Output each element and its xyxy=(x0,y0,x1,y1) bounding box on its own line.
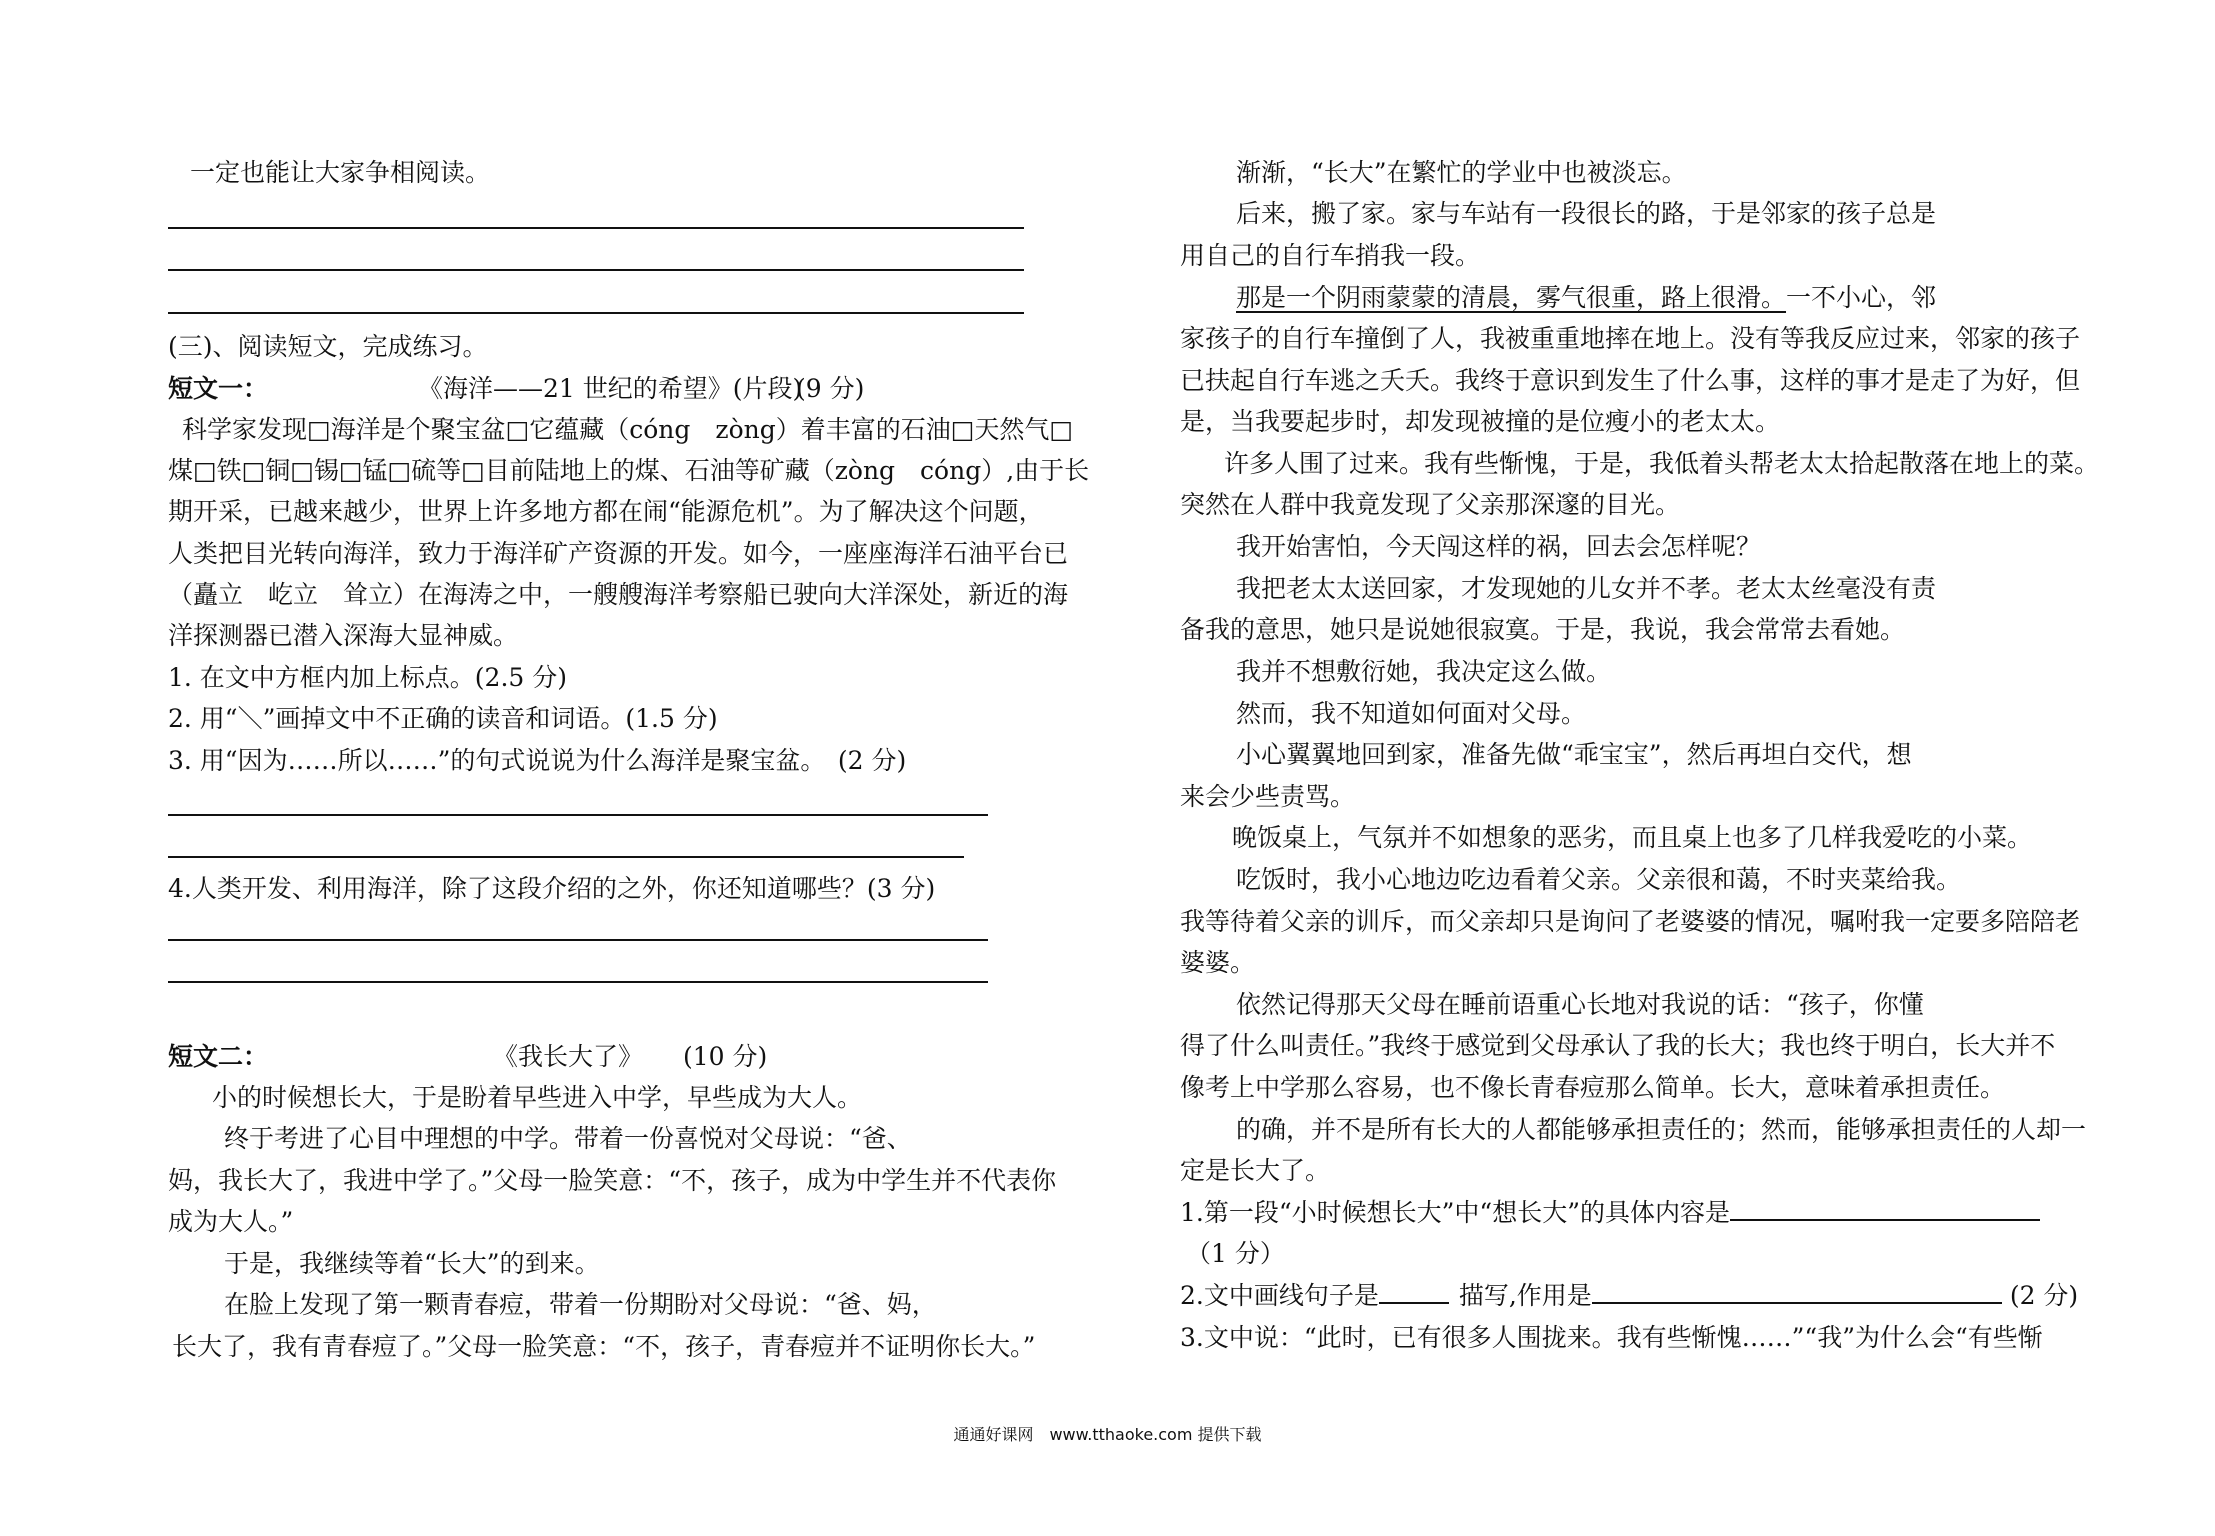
passage2-line: 晚饭桌上，气氛并不如想象的恶劣，而且桌上也多了几样我爱吃的小菜。 xyxy=(1232,823,2033,852)
passage2-line: 渐渐，“长大”在繁忙的学业中也被淡忘。 xyxy=(1236,158,1687,187)
passage2-line: 已扶起自行车逃之夭夭。我终于意识到发生了什么事，这样的事才是走了为好，但 xyxy=(1180,366,2081,395)
answer-line xyxy=(168,856,964,858)
passage1-label: 短文一： xyxy=(168,374,269,403)
passage2-line: 于是，我继续等着“长大”的到来。 xyxy=(224,1249,600,1278)
passage2-line: 用自己的自行车捎我一段。 xyxy=(1180,241,1481,270)
passage2-line: 来会少些责骂。 xyxy=(1180,782,1356,811)
question-score: （1 分） xyxy=(1186,1239,1285,1268)
passage2-line: 备我的意思，她只是说她很寂寞。于是，我说，我会常常去看她。 xyxy=(1180,615,1906,644)
passage1-line: 洋探测器已潜入深海大显神威。 xyxy=(168,621,519,650)
passage2-line: 我开始害怕，今天闯这样的祸，回去会怎样呢？ xyxy=(1236,532,1762,561)
passage2-line: 婆婆。 xyxy=(1180,948,1256,977)
passage2-line: 我并不想敷衍她，我决定这么做。 xyxy=(1236,657,1612,686)
passage2-line: 许多人围了过来。我有些惭愧，于是，我低着头帮老太太拾起散落在地上的菜。 xyxy=(1224,449,2100,478)
intro-end-line: 一定也能让大家争相阅读。 xyxy=(190,158,491,187)
passage2-line: 成为大人。” xyxy=(168,1207,294,1236)
answer-line xyxy=(168,227,1024,229)
passage2-header xyxy=(168,1040,768,1074)
passage2-line: 小心翼翼地回到家，准备先做“乖宝宝”，然后再坦白交代，想 xyxy=(1236,740,1912,769)
question xyxy=(1180,1196,2040,1230)
passage2-line: 定是长大了。 xyxy=(1180,1156,1331,1185)
question-score: (2 分) xyxy=(2009,1281,2079,1310)
passage2-line: 我等待着父亲的训斥，而父亲却只是询问了老婆婆的情况，嘱咐我一定要多陪陪老 xyxy=(1180,907,2081,936)
passage2-line: 后来，搬了家。家与车站有一段很长的路，于是邻家的孩子总是 xyxy=(1236,199,1937,228)
question-text: 描写,作用是 xyxy=(1458,1281,1592,1310)
passage1-line: 期开采，已越来越少，世界上许多地方都在闹“能源危机”。为了解决这个问题， xyxy=(168,497,1044,526)
passage2-line: 妈，我长大了，我进中学了。”父母一脸笑意：“不，孩子，成为中学生并不代表你 xyxy=(168,1166,1057,1195)
passage2-line: 吃饭时，我小心地边吃边看着父亲。父亲很和蔼，不时夹菜给我。 xyxy=(1236,865,1962,894)
question-text: 2.文中画线句子是 xyxy=(1180,1281,1379,1310)
section-heading: (三)、阅读短文，完成练习。 xyxy=(168,332,488,361)
passage2-score: (10 分) xyxy=(683,1042,768,1071)
passage2-line: 依然记得那天父母在睡前语重心长地对我说的话：“孩子，你懂 xyxy=(1236,990,1924,1019)
passage2-title: 《我长大了》 xyxy=(493,1042,644,1071)
answer-blank xyxy=(1592,1280,2002,1304)
passage2-line: 的确，并不是所有长大的人都能够承担责任的；然而，能够承担责任的人却一 xyxy=(1236,1115,2087,1144)
question: 1. 在文中方框内加上标点。(2.5 分) xyxy=(168,663,568,692)
answer-blank xyxy=(1730,1197,2040,1221)
passage2-line: 终于考进了心目中理想的中学。带着一份喜悦对父母说：“爸、 xyxy=(224,1124,912,1153)
passage1-title: 《海洋——21 世纪的希望》(片段) xyxy=(418,374,803,403)
passage1-line: 人类把目光转向海洋，致力于海洋矿产资源的开发。如今，一座座海洋石油平台已 xyxy=(168,539,1069,568)
answer-blank xyxy=(1379,1280,1449,1304)
passage2-line: 长大了，我有青春痘了。”父母一脸笑意：“不，孩子，青春痘并不证明你长大。” xyxy=(172,1332,1036,1361)
underlined-sentence: 那是一个阴雨蒙蒙的清晨，雾气很重，路上很滑。 xyxy=(1236,283,1787,312)
answer-line xyxy=(168,981,988,983)
question: 4.人类开发、利用海洋，除了这段介绍的之外，你还知道哪些？(3 分) xyxy=(168,874,936,903)
passage2-line: 我把老太太送回家，才发现她的儿女并不孝。老太太丝毫没有责 xyxy=(1236,574,1937,603)
answer-line xyxy=(168,269,1024,271)
answer-line xyxy=(168,939,988,941)
passage2-line: 得了什么叫责任。”我终于感觉到父母承认了我的长大；我也终于明白，长大并不 xyxy=(1180,1031,2056,1060)
question: 2. 用“＼”画掉文中不正确的读音和词语。(1.5 分) xyxy=(168,704,718,733)
passage2-label: 短文二： xyxy=(168,1042,269,1071)
passage2-line: 在脸上发现了第一颗青春痘，带着一份期盼对父母说：“爸、妈， xyxy=(224,1290,937,1319)
passage2-line: 然而，我不知道如何面对父母。 xyxy=(1236,699,1587,728)
passage1-line: 科学家发现□海洋是个聚宝盆□它蕴藏（cóng zòng）着丰富的石油□天然气□ xyxy=(182,415,1073,444)
answer-line xyxy=(168,312,1024,314)
passage2-line: 突然在人群中我竟发现了父亲那深邃的目光。 xyxy=(1180,490,1681,519)
question xyxy=(1180,1279,2078,1313)
passage2-line: 像考上中学那么容易，也不像长青春痘那么简单。长大，意味着承担责任。 xyxy=(1180,1073,2006,1102)
question-text: 1.第一段“小时候想长大”中“想长大”的具体内容是 xyxy=(1180,1198,1730,1227)
question: 3.文中说：“此时，已有很多人围拢来。我有些惭愧……”“我”为什么会“有些惭 xyxy=(1180,1323,2043,1352)
question: 3. 用“因为……所以……”的句式说说为什么海洋是聚宝盆。 (2 分) xyxy=(168,746,907,775)
passage2-line: 是，当我要起步时，却发现被撞的是位瘦小的老太太。 xyxy=(1180,407,1781,436)
passage2-line: 家孩子的自行车撞倒了人，我被重重地摔在地上。没有等我反应过来，邻家的孩子 xyxy=(1180,324,2081,353)
footer-text: 通通好课网 www.tthaoke.com 提供下载 xyxy=(953,1425,1262,1444)
passage1-score: (9 分) xyxy=(796,374,865,403)
answer-line xyxy=(168,814,988,816)
passage1-line: 煤□铁□铜□锡□锰□硫等□目前陆地上的煤、石油等矿藏（zòng cóng）,由于长 xyxy=(168,456,1090,485)
passage2-line xyxy=(1236,281,1936,315)
sentence-continuation: 一不小心，邻 xyxy=(1786,283,1937,312)
passage1-line: （矗立 屹立 耸立）在海涛之中，一艘艘海洋考察船已驶向大洋深处，新近的海 xyxy=(168,580,1069,609)
passage2-line: 小的时候想长大，于是盼着早些进入中学，早些成为大人。 xyxy=(212,1083,863,1112)
passage1-header xyxy=(168,372,865,406)
